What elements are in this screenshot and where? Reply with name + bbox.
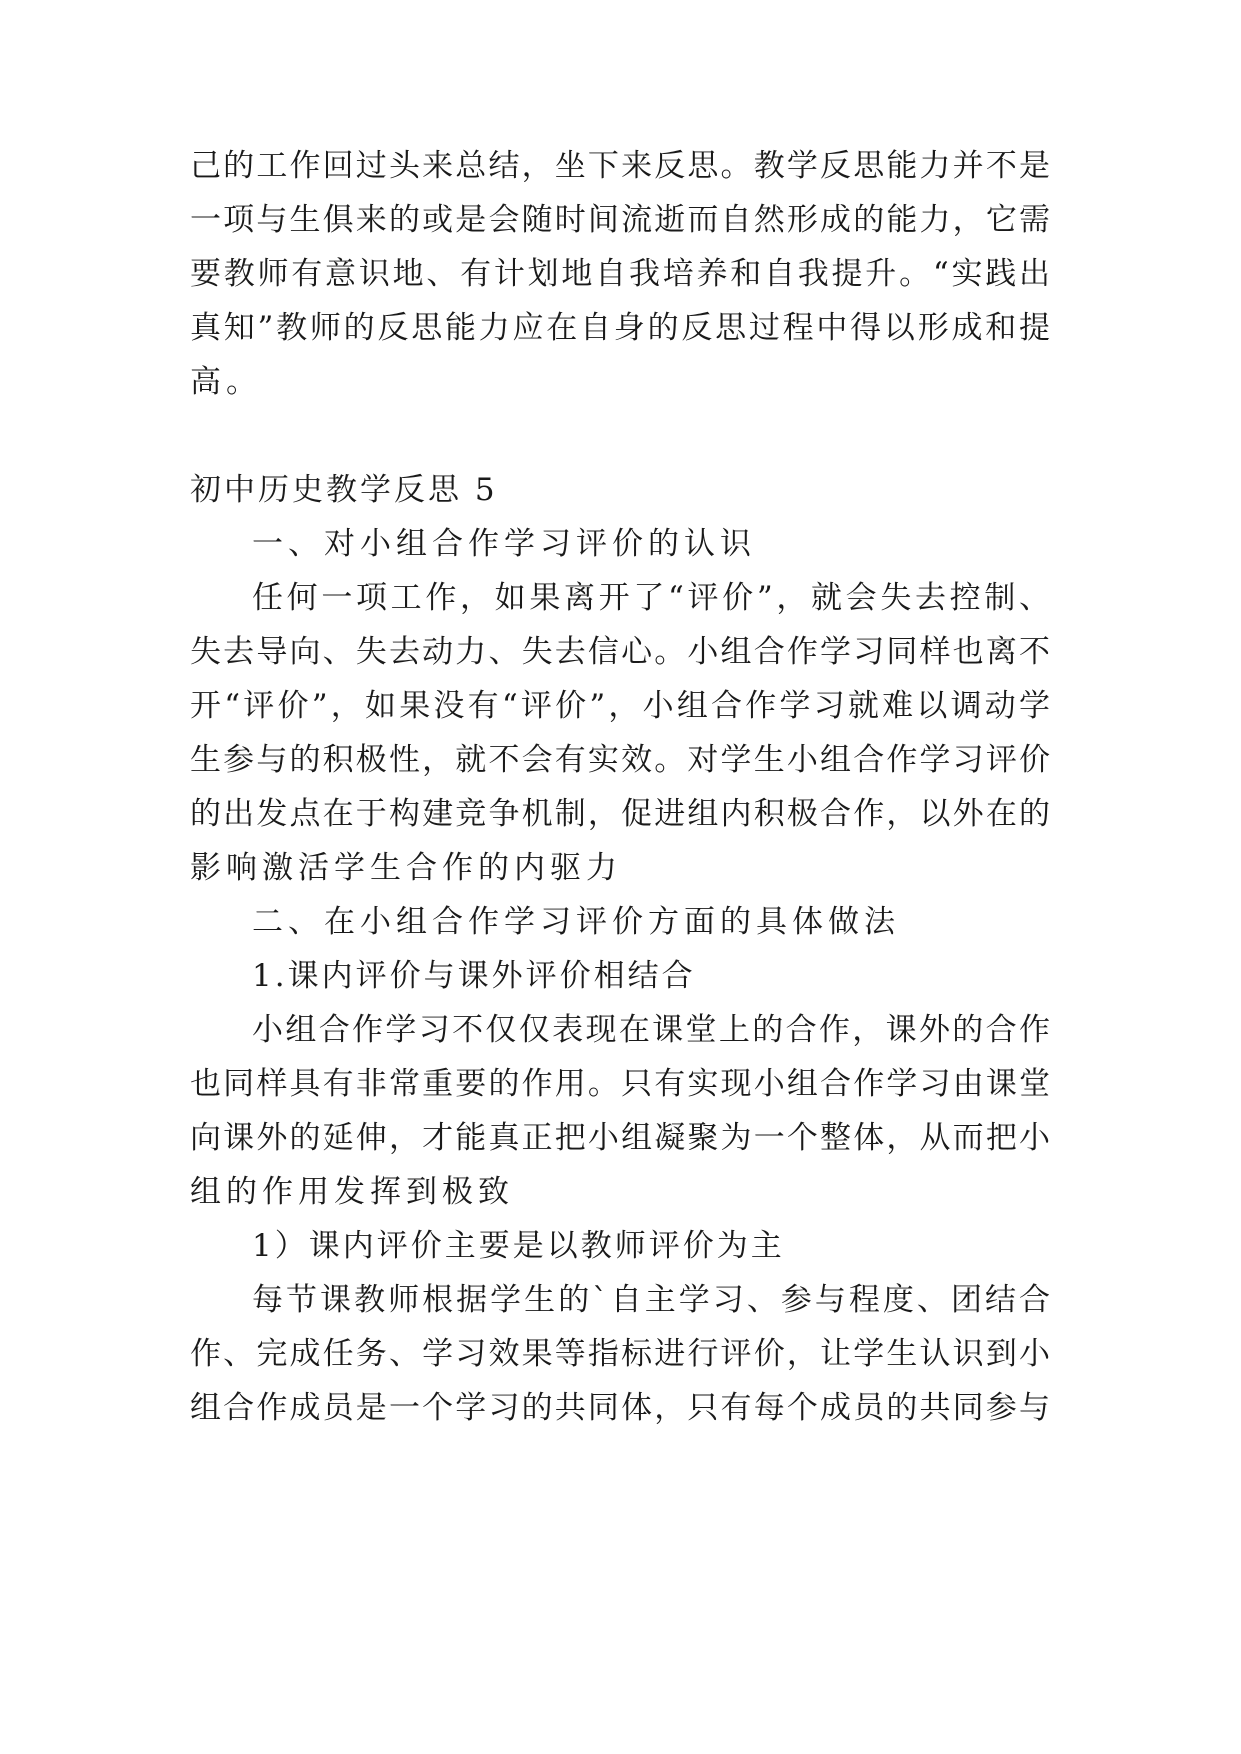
paragraph-line: 组的作用发挥到极致	[190, 1174, 514, 1210]
paragraph-line: 的出发点在于构建竞争机制，促进组内积极合作，以外在的	[190, 796, 1050, 832]
paragraph-line: 作、完成任务、学习效果等指标进行评价，让学生认识到小	[190, 1336, 1050, 1372]
heading: 1.课内评价与课外评价相结合	[252, 958, 696, 994]
paragraph-line: 任何一项工作，如果离开了“评价”，就会失去控制、	[252, 580, 1050, 616]
heading: 1）课内评价主要是以教师评价为主	[252, 1228, 785, 1264]
paragraph-line: 真知”教师的反思能力应在自身的反思过程中得以形成和提	[190, 310, 1050, 346]
paragraph-line: 生参与的积极性，就不会有实效。对学生小组合作学习评价	[190, 742, 1050, 778]
paragraph-line: 向课外的延伸，才能真正把小组凝聚为一个整体，从而把小	[190, 1120, 1050, 1156]
paragraph-line: 小组合作学习不仅仅表现在课堂上的合作，课外的合作	[252, 1012, 1050, 1048]
paragraph-line: 失去导向、失去动力、失去信心。小组合作学习同样也离不	[190, 634, 1050, 670]
paragraph-line: 组合作成员是一个学习的共同体，只有每个成员的共同参与	[190, 1390, 1050, 1426]
paragraph-line: 开“评价”，如果没有“评价”，小组合作学习就难以调动学	[190, 688, 1050, 724]
paragraph-line: 也同样具有非常重要的作用。只有实现小组合作学习由课堂	[190, 1066, 1050, 1102]
paragraph-line: 影响激活学生合作的内驱力	[190, 850, 622, 886]
paragraph-line: 己的工作回过头来总结，坐下来反思。教学反思能力并不是	[190, 148, 1050, 184]
paragraph-line: 一项与生俱来的或是会随时间流逝而自然形成的能力，它需	[190, 202, 1050, 238]
paragraph-line: 要教师有意识地、有计划地自我培养和自我提升。“实践出	[190, 256, 1050, 292]
heading: 一、对小组合作学习评价的认识	[252, 526, 756, 562]
heading: 二、在小组合作学习评价方面的具体做法	[252, 904, 900, 940]
paragraph-line: 高。	[190, 364, 262, 400]
section-title: 初中历史教学反思 5	[190, 472, 498, 508]
paragraph-line: 每节课教师根据学生的`自主学习、参与程度、团结合	[252, 1282, 1050, 1318]
